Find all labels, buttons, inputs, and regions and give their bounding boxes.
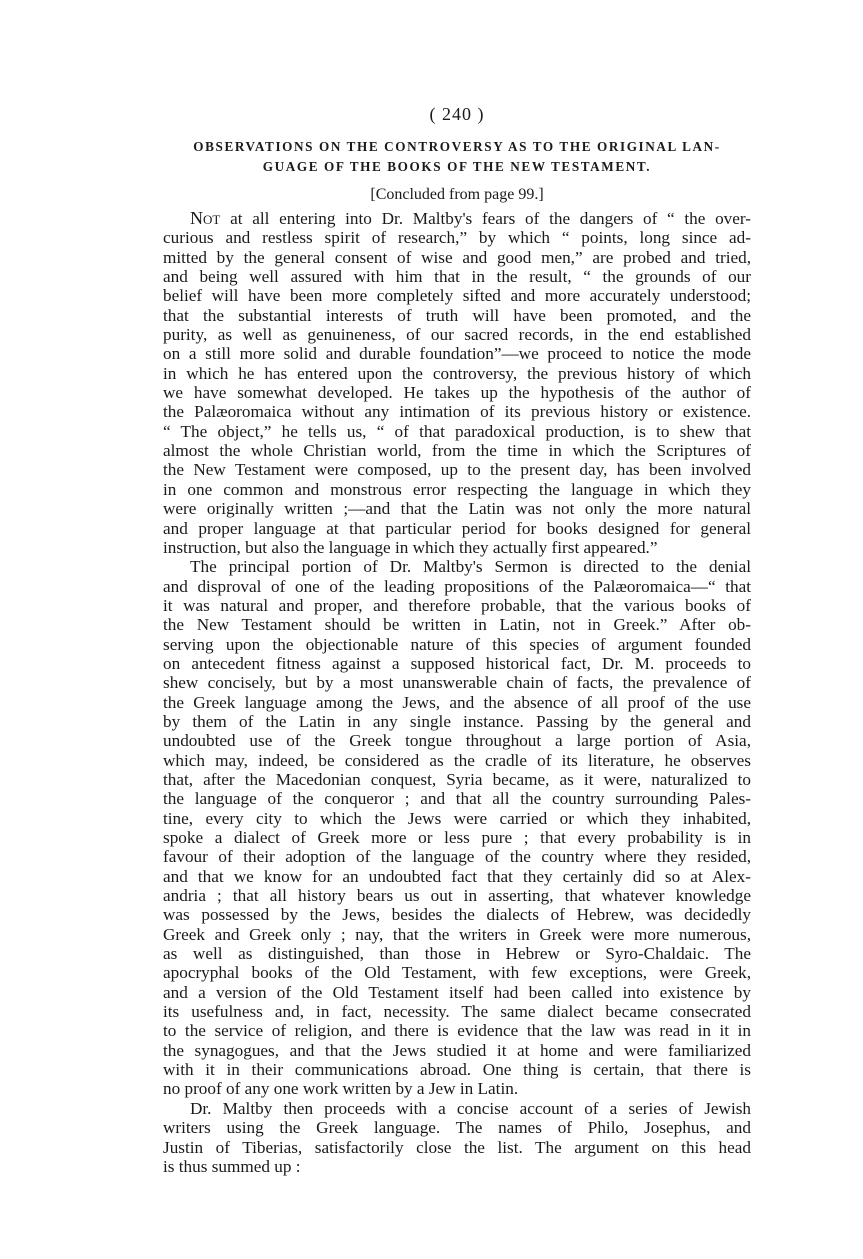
- text-line: were originally written ;—and that the Latin was not only the more natural: [163, 499, 751, 519]
- continuation-note: [Concluded from page 99.]: [370, 186, 544, 203]
- page-number: ( 240 ): [429, 104, 485, 124]
- text-line: the synagogues, and that the Jews studied it at home and were familiarized: [163, 1040, 751, 1060]
- text-line: curious and restless spirit of research,” by which “ points, long since ad-: [163, 228, 751, 248]
- text-line: and being well assured with him that in the result, “ the grounds of our: [163, 267, 751, 287]
- text-line: on antecedent fitness against a supposed historical fact, Dr. M. proceeds to: [163, 653, 751, 673]
- paragraph: [163, 209, 751, 557]
- text-line: and a version of the Old Testament itself had been called into existence by: [163, 982, 751, 1002]
- text-line: on a still more solid and durable foundation”—we proceed to notice the mode: [163, 344, 751, 364]
- text-line: favour of their adoption of the language of the country where they resided,: [163, 847, 751, 867]
- text-line: and disproval of one of the leading propositions of the Palæoromaica—“ that: [163, 576, 751, 596]
- article-title-line-1: OBSERVATIONS ON THE CONTROVERSY AS TO THE ORIGINAL LAN-: [193, 139, 721, 154]
- text-line: the New Testament should be written in Latin, not in Greek.” After ob-: [163, 615, 751, 635]
- text-line: Greek and Greek only ; nay, that the writers in Greek were more numerous,: [163, 924, 751, 944]
- drop-word: Not: [190, 208, 221, 228]
- text-line: the language of the conqueror ; and that all the country surrounding Pales-: [163, 789, 751, 809]
- text-line: purity, as well as genuineness, of our sacred records, in the end established: [163, 325, 751, 345]
- text-line: apocryphal books of the Old Testament, with few exceptions, were Greek,: [163, 963, 751, 983]
- text-line: in one common and monstrous error respecting the language in which they: [163, 479, 751, 499]
- text-line: mitted by the general consent of wise and good men,” are probed and tried,: [163, 247, 751, 267]
- text-line: we have somewhat developed. He takes up the hypothesis of the author of: [163, 383, 751, 403]
- text-line: undoubted use of the Greek tongue throughout a large portion of Asia,: [163, 731, 751, 751]
- text-line: Justin of Tiberias, satisfactorily close the list. The argument on this head: [163, 1137, 751, 1157]
- text-line: by them of the Latin in any single instance. Passing by the general and: [163, 711, 751, 731]
- text-line: it was natural and proper, and therefore probable, that the various books of: [163, 595, 751, 615]
- text-line: the New Testament were composed, up to the present day, has been involved: [163, 460, 751, 480]
- text-line: writers using the Greek language. The names of Philo, Josephus, and: [163, 1118, 751, 1138]
- text-line: serving upon the objectionable nature of this species of argument founded: [163, 634, 751, 654]
- text-line: with it in their communications abroad. One thing is certain, that there is: [163, 1060, 751, 1080]
- text-line: to the service of religion, and there is evidence that the law was read in it in: [163, 1021, 751, 1041]
- article-body: [163, 209, 751, 1176]
- text-line: was possessed by the Jews, besides the dialects of Hebrew, was decidedly: [163, 905, 751, 925]
- text-line: The principal portion of Dr. Maltby's Sermon is directed to the denial: [190, 557, 751, 577]
- text-line: that, after the Macedonian conquest, Syria became, as it were, naturalized to: [163, 769, 751, 789]
- text-line: “ The object,” he tells us, “ of that paradoxical production, is to shew that: [163, 421, 751, 441]
- text-line: Not at all entering into Dr. Maltby's fears of the dangers of “ the over-: [190, 208, 751, 228]
- text-line: andria ; that all history bears us out in asserting, that whatever knowledge: [163, 886, 751, 906]
- text-line: Dr. Maltby then proceeds with a concise account of a series of Jewish: [190, 1098, 751, 1118]
- text-line: and that we know for an undoubted fact that they certainly did so at Alex-: [163, 866, 751, 886]
- text-line: the Greek language among the Jews, and the absence of all proof of the use: [163, 692, 751, 712]
- text-line: is thus summed up :: [163, 1156, 301, 1176]
- text-line: spoke a dialect of Greek more or less pure ; that every probability is in: [163, 828, 751, 847]
- text-line: and proper language at that particular period for books designed for general: [163, 518, 751, 538]
- text-line: instruction, but also the language in which they actually first appeared.”: [163, 537, 658, 557]
- text-line: the Palæoromaica without any intimation of its previous history or existence.: [163, 402, 751, 422]
- paragraph: [163, 1099, 751, 1176]
- text-line: shew concisely, but by a most unanswerable chain of facts, the prevalence of: [163, 673, 751, 693]
- text-line: its usefulness and, in fact, necessity. The same dialect became consecrated: [163, 1002, 751, 1022]
- text-line: in which he has entered upon the controversy, the previous history of which: [163, 363, 751, 383]
- text-line: that the substantial interests of truth will have been promoted, and the: [163, 305, 751, 325]
- text-line: almost the whole Christian world, from the time in which the Scriptures of: [163, 441, 751, 461]
- article-title: [153, 137, 761, 177]
- article-title-line-2: GUAGE OF THE BOOKS OF THE NEW TESTAMENT.: [262, 159, 652, 174]
- text-line: as well as distinguished, than those in Hebrew or Syro-Chaldaic. The: [163, 944, 751, 964]
- paragraph: [163, 557, 751, 1099]
- text-line: which may, indeed, be considered as the cradle of its literature, he observes: [163, 750, 751, 770]
- text-line: belief will have been more completely sifted and more accurately understood;: [163, 286, 751, 306]
- text-line: no proof of any one work written by a Jew in Latin.: [163, 1079, 519, 1099]
- text-line: tine, every city to which the Jews were carried or which they inhabited,: [163, 808, 751, 828]
